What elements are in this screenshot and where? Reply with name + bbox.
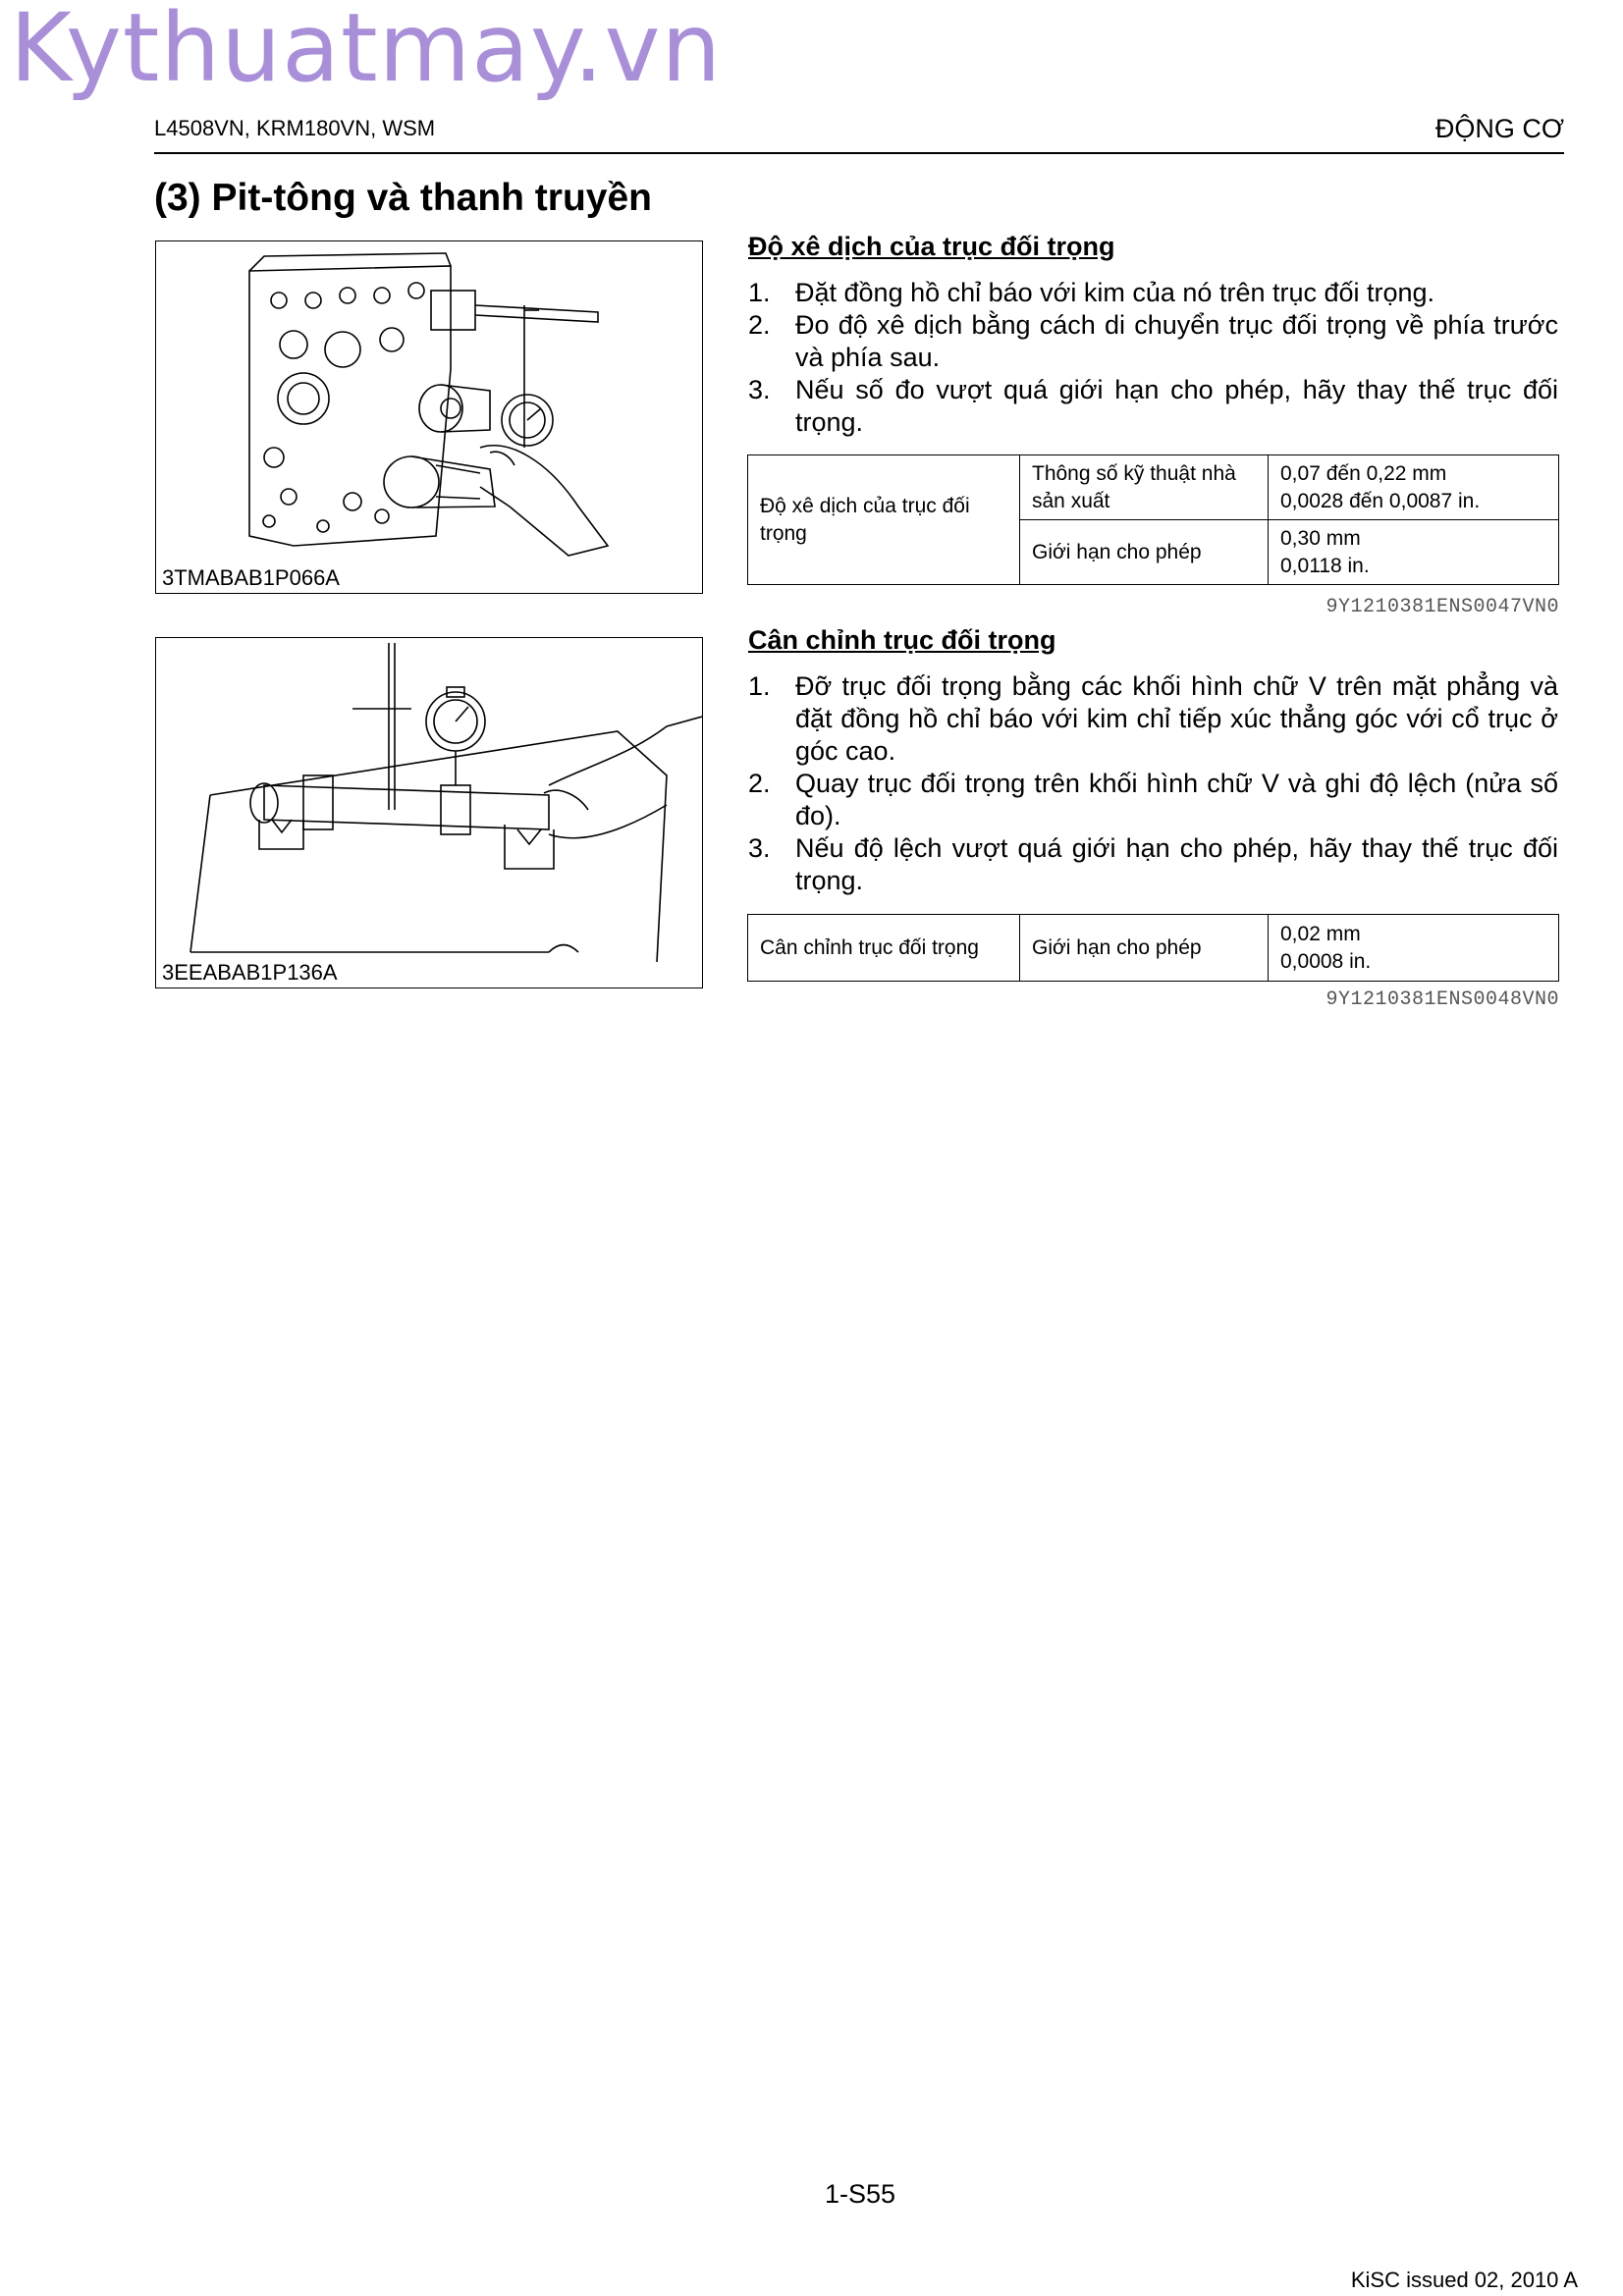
spec-value-in: 0,0118 in. [1280,554,1370,577]
header-section-text: ĐỘNG CƠ [1434,114,1564,143]
step-number: 3. [748,833,771,863]
block2-doc-code: 9Y1210381ENS0048VN0 [1325,988,1559,1011]
list-item [748,277,1558,309]
spec-value-cell [1269,915,1559,982]
spec-value-mm: 0,30 mm [1280,526,1361,550]
spec-label-cell: Thông số kỹ thuật nhà sản xuất [1020,455,1269,520]
step-text: Đo độ xê dịch bằng cách di chuyển trục đối trọng về phía trước và phía sau. [795,310,1558,372]
spec-value-cell [1269,520,1559,585]
list-item [748,309,1558,374]
list-item [748,670,1558,768]
step-number: 2. [748,769,771,798]
step-text: Nếu độ lệch vượt quá giới hạn cho phép, hãy thay thế trục đối trọng. [795,833,1558,895]
block1-title: Độ xê dịch của trục đối trọng [748,232,1115,261]
block1-steps [748,277,1558,439]
step-number: 3. [748,375,771,404]
figure-2 [155,637,703,988]
step-number: 1. [748,671,771,701]
header-model-text: L4508VN, KRM180VN, WSM [154,116,436,140]
spec-label-cell: Giới hạn cho phép [1020,915,1269,982]
page-number: 1-S55 [825,2179,896,2209]
figure-2-caption: 3EEABAB1P136A [162,960,338,985]
step-number: 1. [748,278,771,307]
block2-spec-table [747,914,1559,982]
v-block-illustration [156,638,702,962]
figure-1-caption: 3TMABAB1P066A [162,565,340,590]
step-text: Nếu số đo vượt quá giới hạn cho phép, hãy thay thế trục đối trọng. [795,375,1558,437]
block2-title: Cân chỉnh trục đối trọng [748,625,1056,655]
issued-note: KiSC issued 02, 2010 A [1350,2268,1578,2292]
spec-value-mm: 0,07 đến 0,22 mm [1280,461,1447,485]
list-item [748,374,1558,439]
step-text: Đỡ trục đối trọng bằng các khối hình chữ V trên mặt phẳng và đặt đồng hồ chỉ báo với kim chỉ tiếp xúc thẳng góc với cổ trục ở góc cao. [795,671,1558,766]
header-divider [154,152,1564,154]
engine-block-illustration [156,241,702,565]
block1-doc-code: 9Y1210381ENS0047VN0 [1325,596,1559,618]
step-text: Đặt đồng hồ chỉ báo với kim của nó trên trục đối trọng. [795,278,1435,307]
spec-value-cell [1269,455,1559,520]
step-text: Quay trục đối trọng trên khối hình chữ V và ghi độ lệch (nửa số đo). [795,769,1558,830]
watermark-logo: Kythuatmay.vn [10,0,723,103]
block1-spec-table [747,454,1559,585]
spec-item-cell: Độ xê dịch của trục đối trọng [748,455,1020,585]
block2-steps [748,670,1558,897]
spec-value-mm: 0,02 mm [1280,922,1361,945]
section-title: (3) Pit-tông và thanh truyền [154,177,652,219]
step-number: 2. [748,310,771,340]
spec-label-cell: Giới hạn cho phép [1020,520,1269,585]
list-item [748,832,1558,897]
spec-value-in: 0,0008 in. [1280,949,1372,973]
spec-item-cell: Cân chỉnh trục đối trọng [748,915,1020,982]
list-item [748,768,1558,832]
figure-1 [155,240,703,594]
spec-value-in: 0,0028 đến 0,0087 in. [1280,489,1481,512]
